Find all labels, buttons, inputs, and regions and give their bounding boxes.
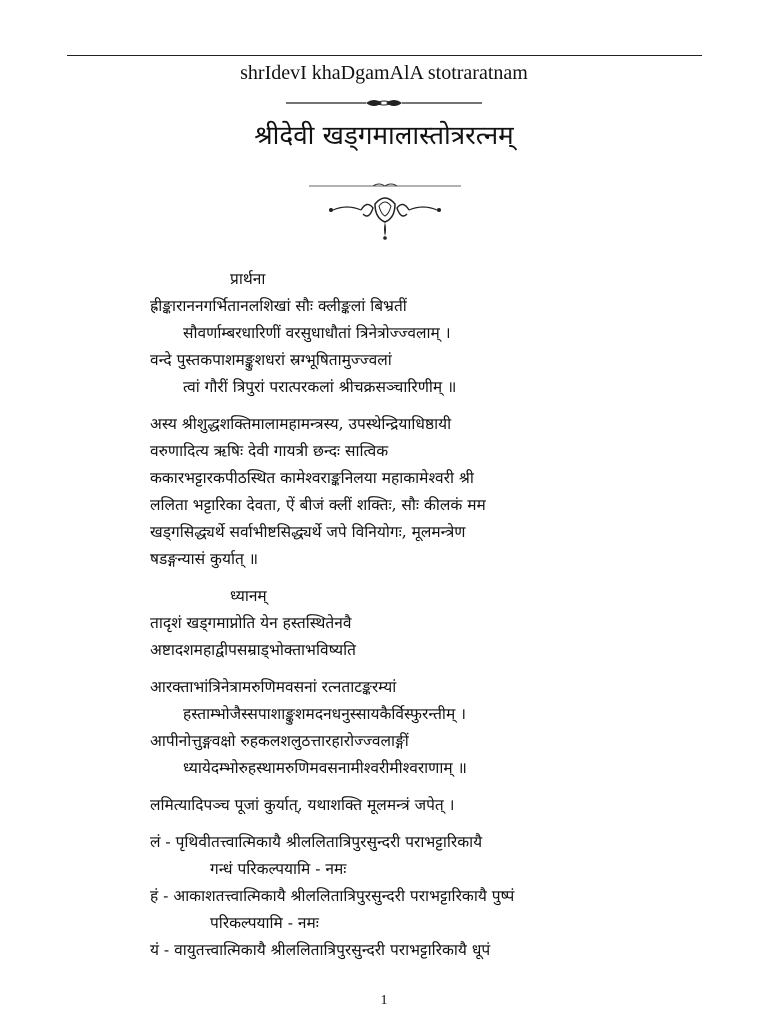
top-rule bbox=[67, 55, 702, 56]
dhyana-verse-line: ध्यायेदम्भोरुहस्थामरुणिमवसनामीश्वरीमीश्वराणाम् ॥ bbox=[183, 759, 467, 777]
prarthana-line: सौवर्णाम्बरधारिणीं वरसुधाधौतां त्रिनेत्रोज्ज्वलाम् । bbox=[183, 324, 451, 342]
dhyana-verse-line: आरक्ताभांत्रिनेत्रामरुणिमवसनां रत्नताटङ्करम्यां bbox=[150, 678, 397, 696]
floral-flourish-icon bbox=[307, 178, 463, 242]
viniyoga-line: वरुणादित्य ऋषिः देवी गायत्री छन्दः सात्विक bbox=[150, 442, 389, 460]
ornamental-divider-icon bbox=[284, 96, 484, 110]
viniyoga-line: ककारभट्टारकपीठस्थित कामेश्वराङ्कनिलया महाकामेश्वरी श्री bbox=[150, 469, 474, 487]
section-heading-dhyanam: ध्यानम् bbox=[230, 587, 267, 605]
prarthana-line: वन्दे पुस्तकपाशमङ्कुशधरां स्रग्भूषितामुज्ज्वलां bbox=[150, 351, 392, 369]
prarthana-line: त्वां गौरीं त्रिपुरां परात्परकलां श्रीचक्रसञ्चारिणीम् ॥ bbox=[183, 378, 457, 396]
prarthana-line: ह्रीङ्काराननगर्भितानलशिखां सौः क्लीङ्कलां बिभ्रतीं bbox=[150, 297, 407, 315]
viniyoga-line: षडङ्गन्यासं कुर्यात् ॥ bbox=[150, 550, 259, 568]
title-transliteration: shrIdevI khaDgamAlA stotraratnam bbox=[240, 62, 528, 84]
dhyana-verse-line: हस्ताम्भोजैस्सपाशाङ्कुशमदनधनुस्सायकैर्विस्फुरन्तीम् । bbox=[183, 705, 467, 723]
dhyanam-line: तादृशं खड्गमाप्नोति येन हस्तस्थितेनवै bbox=[150, 614, 352, 632]
upachara-line: परिकल्पयामि - नमः bbox=[210, 914, 319, 932]
upachara-line: हं - आकाशतत्त्वात्मिकायै श्रीललितात्रिपुरसुन्दरी पराभट्टारिकायै पुष्पं bbox=[150, 887, 515, 905]
upachara-line: लं - पृथिवीतत्त्वात्मिकायै श्रीललितात्रिपुरसुन्दरी पराभट्टारिकायै bbox=[150, 833, 483, 851]
page-number: 1 bbox=[380, 993, 388, 1008]
viniyoga-line: खड्गसिद्ध्यर्थे सर्वाभीष्टसिद्ध्यर्थे जपे विनियोगः, मूलमन्त्रेण bbox=[150, 523, 466, 541]
upachara-line: यं - वायुतत्त्वात्मिकायै श्रीललितात्रिपुरसुन्दरी पराभट्टारिकायै धूपं bbox=[150, 941, 491, 959]
upachara-line: गन्धं परिकल्पयामि - नमः bbox=[210, 860, 347, 878]
dhyanam-line: अष्टादशमहाद्वीपसम्राड्भोक्ताभविष्यति bbox=[150, 641, 356, 659]
section-heading-prarthana: प्रार्थना bbox=[230, 270, 266, 288]
viniyoga-line: ललिता भट्टारिका देवता, ऐं बीजं क्लीं शक्तिः, सौः कीलकं मम bbox=[150, 496, 486, 514]
viniyoga-line: अस्य श्रीशुद्धशक्तिमालामहामन्त्रस्य, उपस्थेन्द्रियाधिष्ठायी bbox=[150, 415, 452, 433]
puja-line: लमित्यादिपञ्च पूजां कुर्यात्, यथाशक्ति मूलमन्त्रं जपेत् । bbox=[150, 796, 455, 814]
page-title: श्रीदेवी खड्गमालास्तोत्ररत्नम् bbox=[254, 121, 514, 151]
dhyana-verse-line: आपीनोत्तुङ्गवक्षो रुहकलशलुठत्तारहारोज्ज्वलाङ्गीं bbox=[150, 732, 409, 750]
